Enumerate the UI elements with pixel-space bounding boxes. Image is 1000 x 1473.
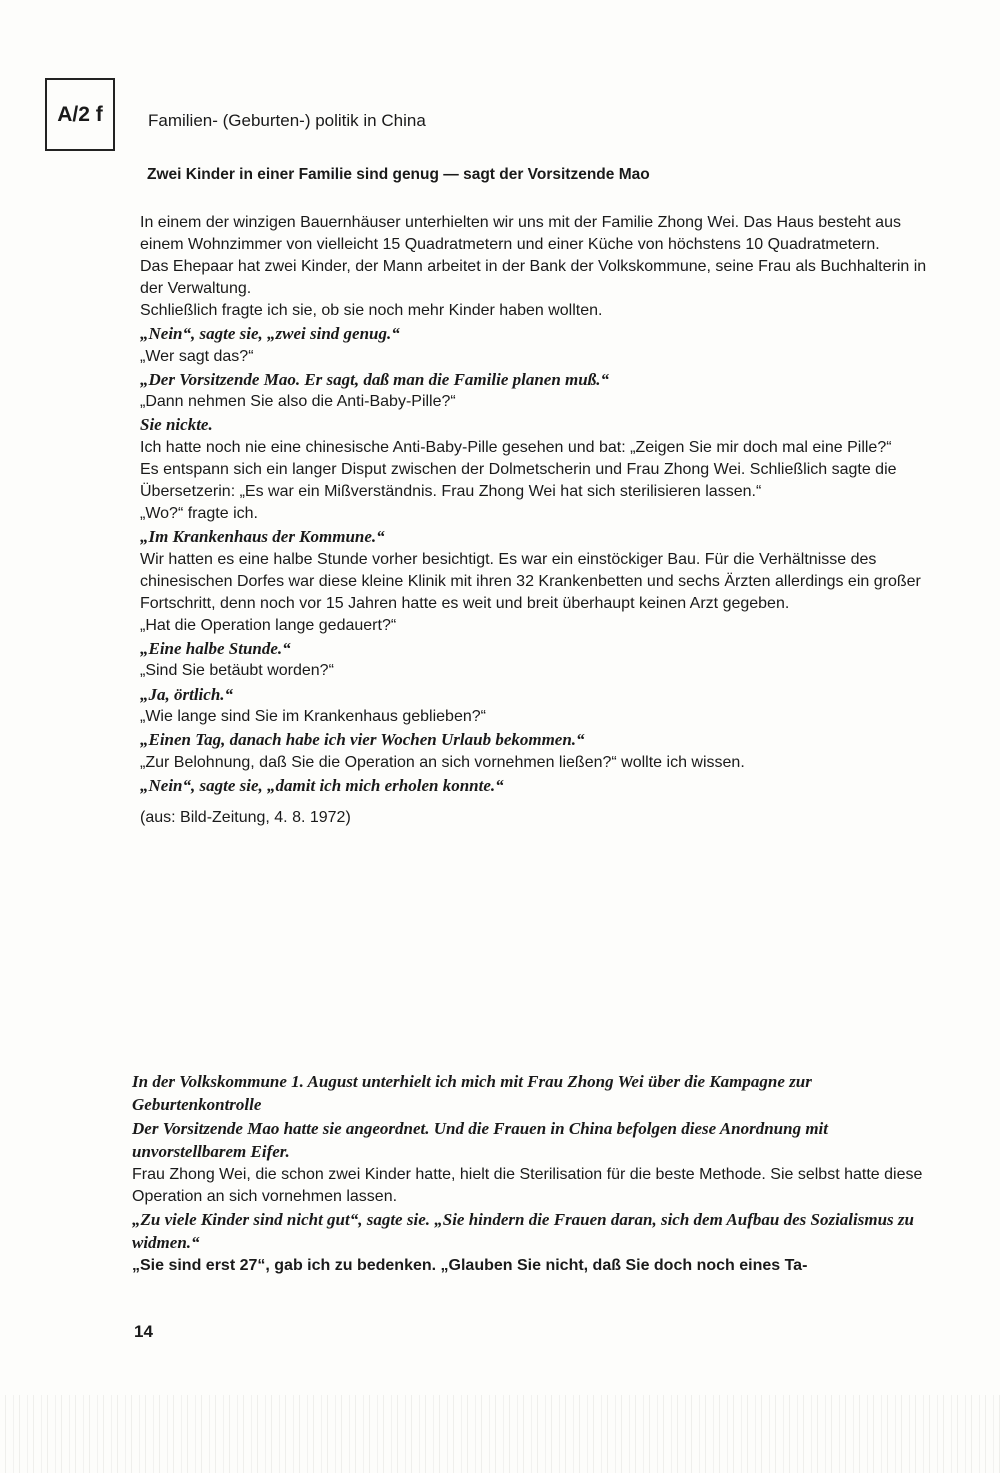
quote-line: Sie nickte.: [140, 415, 213, 435]
paragraph: In einem der winzigen Bauernhäuser unterhielten wir uns mit der Familie Zhong Wei. Das Haus besteht aus einem Wohnzimmer von vielleicht 15 Quadratmetern und einer Küche von höchstens 10 Quadratmetern.: [140, 214, 901, 254]
quote-line: „Nein“, sagte sie, „zwei sind genug.“: [140, 324, 400, 344]
quote-line: „Der Vorsitzende Mao. Er sagt, daß man die Familie planen muß.“: [140, 369, 609, 389]
paragraph: Wir hatten es eine halbe Stunde vorher besichtigt. Es war ein einstöckiger Bau. Für die Verhältnisse des chinesischen Dorfes war diese kleine Klinik mit ihren 32 Krankenbetten und sechs Ärzten allerdings ein großer Fortschritt, denn noch vor 15 Jahren hatte es weit und breit überhaupt keinen Arzt gegeben.: [140, 550, 921, 612]
section-label-box: [45, 78, 115, 151]
page-number: 14: [134, 1322, 153, 1341]
paragraph: Der Vorsitzende Mao hatte sie angeordnet. Und die Frauen in China befolgen diese Anordnung mit unvorstellbarem Eifer.: [132, 1118, 828, 1162]
scan-noise: [0, 1395, 1000, 1473]
article-body: [140, 212, 940, 829]
paragraph: Schließlich fragte ich sie, ob sie noch mehr Kinder haben wollten.: [140, 302, 603, 320]
paragraph: „Wie lange sind Sie im Krankenhaus geblieben?“: [140, 707, 486, 725]
quote-line: „Im Krankenhaus der Kommune.“: [140, 527, 385, 547]
paragraph: In der Volkskommune 1. August unterhielt ich mich mit Frau Zhong Wei über die Kampagne zur Geburtenkontrolle: [132, 1072, 812, 1115]
paragraph: „Sie sind erst 27“, gab ich zu bedenken. „Glauben Sie nicht, daß Sie doch noch eines Ta-: [132, 1256, 808, 1274]
paragraph: „Dann nehmen Sie also die Anti-Baby-Pille?“: [140, 393, 456, 411]
paragraph: Es entspann sich ein langer Disput zwischen der Dolmetscherin und Frau Zhong Wei. Schließlich sagte die Übersetzerin: „Es war ein Mißverständnis. Frau Zhong Wei hat sich sterilisieren lassen.“: [140, 460, 897, 501]
paragraph: „Zu viele Kinder sind nicht gut“, sagte sie. „Sie hindern die Frauen daran, sich dem Aufbau des Sozialismus zu widmen.“: [132, 1209, 914, 1253]
paragraph: „Zur Belohnung, daß Sie die Operation an sich vornehmen ließen?“ wollte ich wissen.: [140, 753, 745, 771]
quote-line: „Ja, örtlich.“: [140, 684, 234, 704]
source-citation: (aus: Bild-Zeitung, 4. 8. 1972): [140, 809, 351, 827]
quote-line: „Nein“, sagte sie, „damit ich mich erholen konnte.“: [140, 775, 504, 795]
article-headline: Zwei Kinder in einer Familie sind genug — sagt der Vorsitzende Mao: [147, 166, 650, 183]
paragraph: „Hat die Operation lange gedauert?“: [140, 616, 397, 634]
paragraph: „Wo?“ fragte ich.: [140, 505, 258, 523]
quote-line: „Einen Tag, danach habe ich vier Wochen Urlaub bekommen.“: [140, 730, 585, 750]
paragraph: Ich hatte noch nie eine chinesische Anti-Baby-Pille gesehen und bat: „Zeigen Sie mir doch mal eine Pille?“: [140, 438, 892, 456]
second-article: [132, 1070, 942, 1277]
paragraph: „Wer sagt das?“: [140, 347, 254, 365]
paragraph: Frau Zhong Wei, die schon zwei Kinder hatte, hielt die Sterilisation für die beste Methode. Sie selbst hatte diese Operation an sich vornehmen lassen.: [132, 1165, 923, 1205]
quote-line: „Eine halbe Stunde.“: [140, 638, 291, 658]
paragraph: Das Ehepaar hat zwei Kinder, der Mann arbeitet in der Bank der Volkskommune, seine Frau als Buchhalterin in der Verwaltung.: [140, 258, 927, 298]
page-title: Familien- (Geburten-) politik in China: [148, 111, 426, 130]
paragraph: „Sind Sie betäubt worden?“: [140, 662, 334, 680]
section-label: A/2 f: [57, 102, 103, 126]
